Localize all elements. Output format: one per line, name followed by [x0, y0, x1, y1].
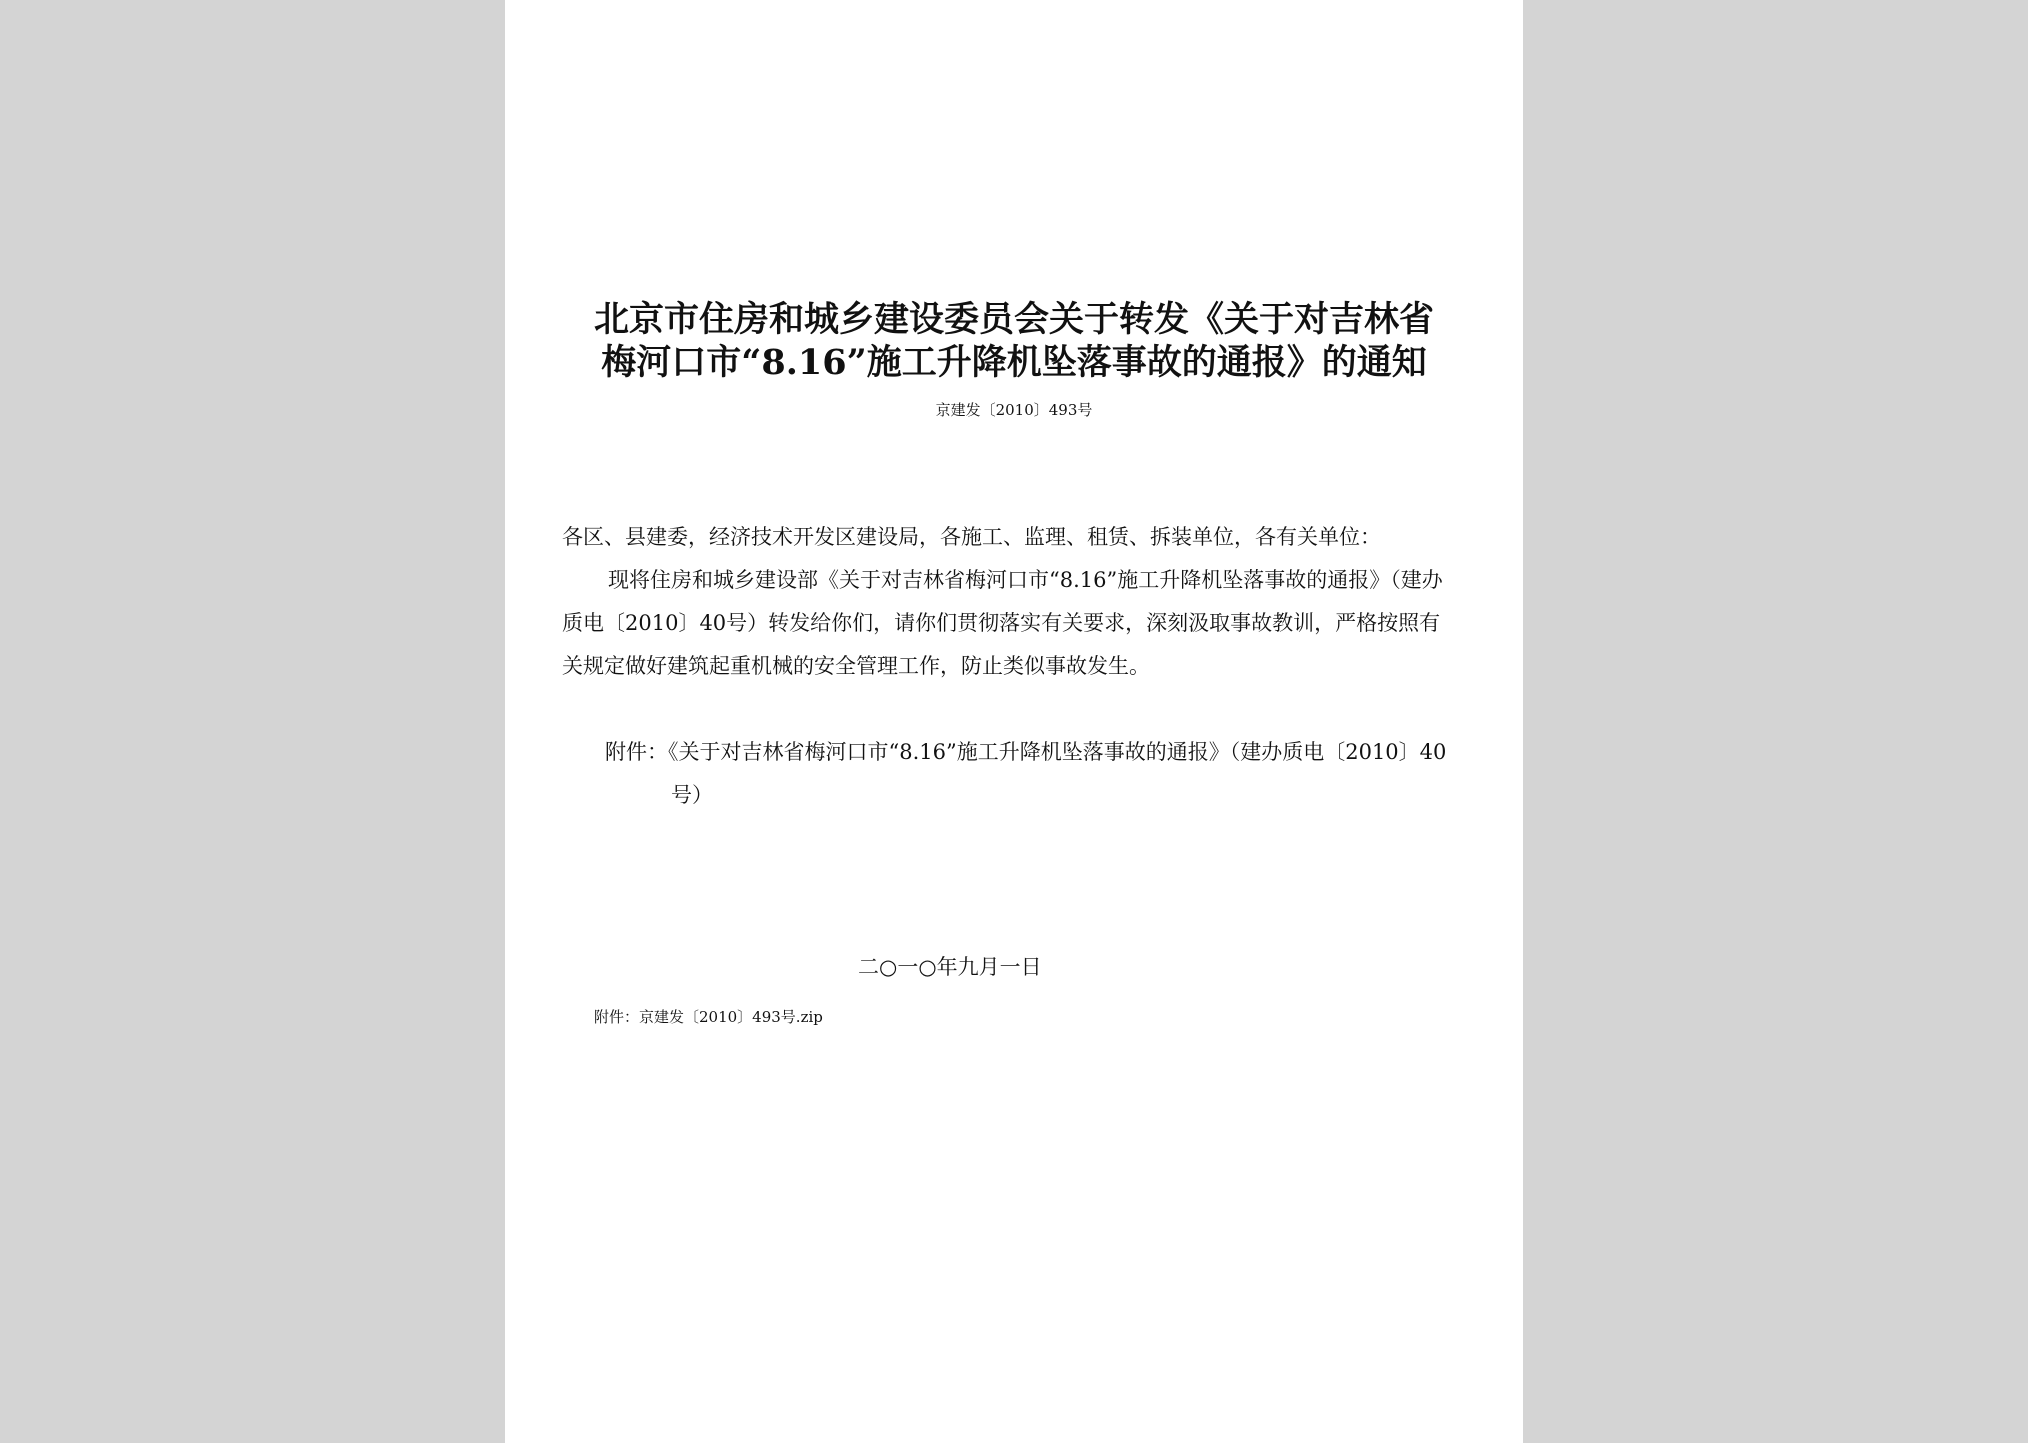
body-paragraph-line1: 现将住房和城乡建设部《关于对吉林省梅河口市“8.16”施工升降机坠落事故的通报》（建办	[608, 568, 1443, 592]
issue-date: 二○一○年九月一日	[858, 955, 1042, 979]
attachment-line1: 附件：《关于对吉林省梅河口市“8.16”施工升降机坠落事故的通报》（建办质电〔2010〕40	[605, 740, 1447, 764]
addressee: 各区、县建委，经济技术开发区建设局，各施工、监理、租赁、拆装单位，各有关单位：	[562, 525, 1381, 549]
file-attachment-link[interactable]: 附件：京建发〔2010〕493号.zip	[594, 1008, 823, 1026]
document-number: 京建发〔2010〕493号	[935, 401, 1093, 419]
document-title-line1: 北京市住房和城乡建设委员会关于转发《关于对吉林省	[593, 299, 1434, 340]
document-title-line2: 梅河口市“8.16”施工升降机坠落事故的通报》的通知	[601, 342, 1427, 383]
document-page	[505, 0, 1523, 1443]
body-paragraph-line3: 关规定做好建筑起重机械的安全管理工作，防止类似事故发生。	[562, 654, 1150, 678]
body-paragraph-line2: 质电〔2010〕40号）转发给你们，请你们贯彻落实有关要求，深刻汲取事故教训，严格按照有	[562, 611, 1441, 635]
attachment-line2: 号）	[671, 783, 713, 807]
